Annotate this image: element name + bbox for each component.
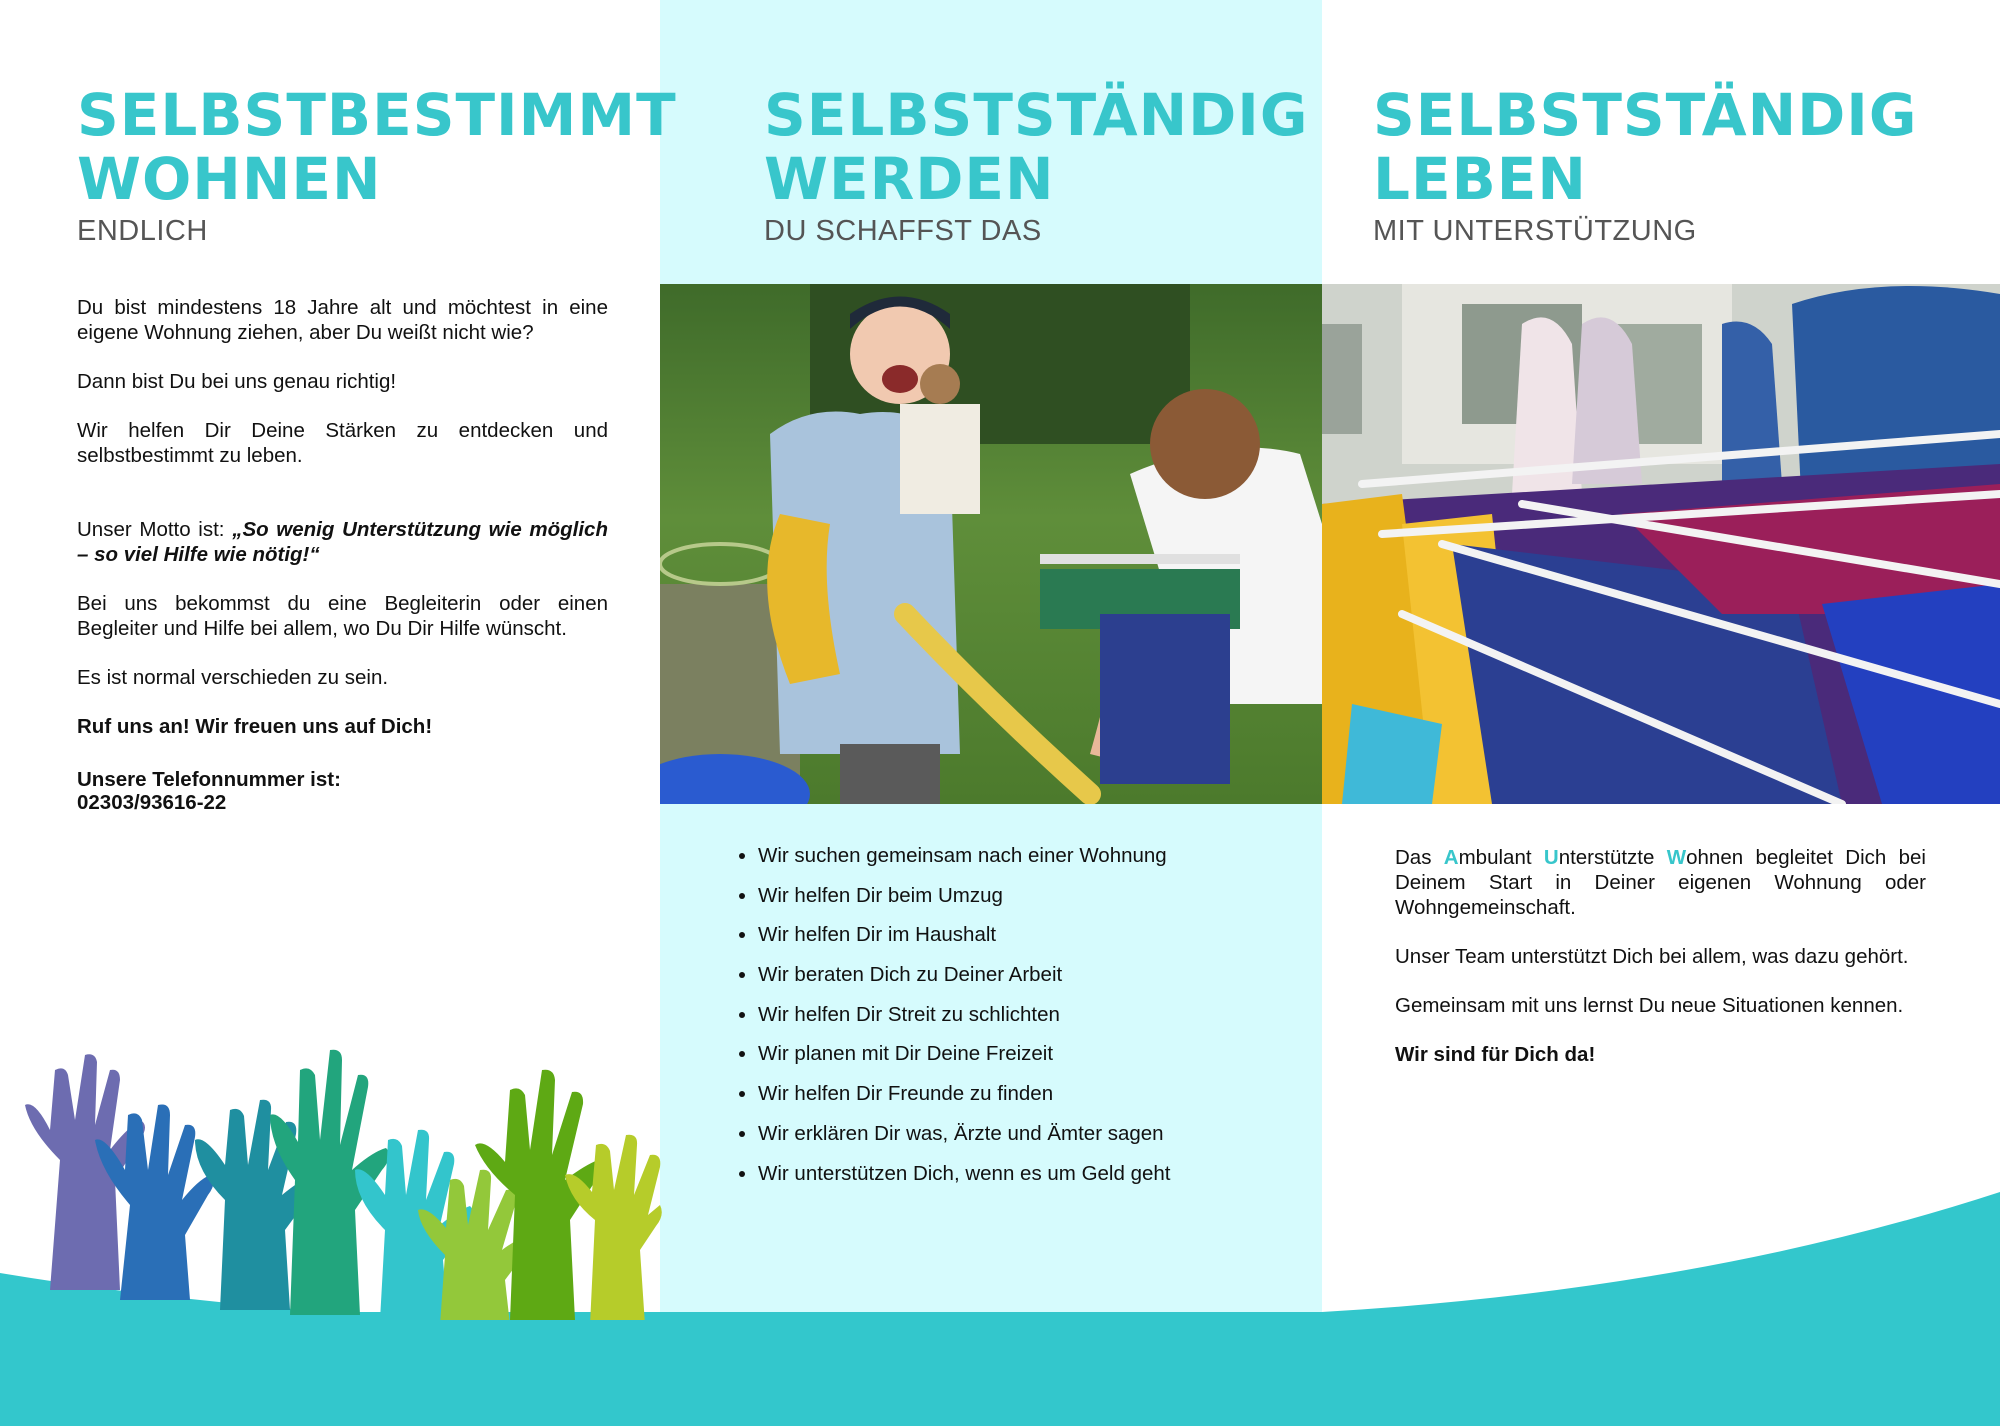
photo-people-drying-rack <box>660 284 1322 804</box>
phone-block <box>77 768 608 814</box>
middle-title <box>764 83 1309 211</box>
left-title-line2: WOHNEN <box>77 145 382 213</box>
list-item: • Wir helfen Dir beim Umzug <box>758 882 1318 922</box>
auw-text-4: ohnen begleitet Dich bei Deinem Start in Deiner eigenen Wohnung oder Wohngemeinschaft. <box>1395 846 1926 919</box>
list-item: • Wir helfen Dir Streit zu schlichten <box>758 1001 1318 1041</box>
left-paragraph-6: Es ist normal verschieden zu sein. <box>77 666 389 689</box>
right-body <box>1395 845 1926 1091</box>
middle-photo <box>660 284 1322 804</box>
right-paragraph-2: Unser Team unterstützt Dich bei allem, was dazu gehört. <box>1395 945 1909 968</box>
call-us-text: Ruf uns an! Wir freuen uns auf Dich! <box>77 715 433 738</box>
phone-number[interactable]: 02303/93616-22 <box>77 791 227 814</box>
list-item: • Wir planen mit Dir Deine Freizeit <box>758 1040 1318 1080</box>
right-title <box>1373 83 1918 211</box>
auw-letter-w: W <box>1666 846 1687 869</box>
list-item: • Wir helfen Dir Freunde zu finden <box>758 1080 1318 1120</box>
left-paragraph-3: Wir helfen Dir Deine Stärken zu entdecken und selbstbestimmt zu leben. <box>77 419 608 467</box>
left-paragraph-2: Dann bist Du bei uns genau richtig! <box>77 370 397 393</box>
auw-text-2: mbulant <box>1458 846 1544 869</box>
right-title-line2: LEBEN <box>1373 145 1587 213</box>
auw-letter-a: A <box>1443 846 1459 869</box>
auw-letter-u: U <box>1543 846 1559 869</box>
right-subtitle: MIT UNTERSTÜTZUNG <box>1373 215 1697 247</box>
auw-text-1: Das <box>1395 846 1444 869</box>
left-paragraph-1: Du bist mindestens 18 Jahre alt und möchtest in eine eigene Wohnung ziehen, aber Du weißt nicht wie? <box>77 296 608 344</box>
left-title-line1: SELBSTBESTIMMT <box>77 81 677 149</box>
left-title <box>77 83 677 211</box>
list-item: • Wir suchen gemeinsam nach einer Wohnung <box>758 842 1318 882</box>
auw-text-3: nterstützte <box>1558 846 1667 869</box>
left-paragraph-5: Bei uns bekommst du eine Begleiterin oder einen Begleiter und Hilfe bei allem, wo Du Dir Hilfe wünscht. <box>77 592 608 640</box>
middle-subtitle: DU SCHAFFST DAS <box>764 215 1042 247</box>
support-list <box>728 842 1318 1199</box>
hand-yellow-green <box>565 1135 662 1320</box>
right-paragraph-1 <box>1395 845 1926 920</box>
left-subtitle: ENDLICH <box>77 215 208 247</box>
right-photo <box>1322 284 2000 804</box>
right-title-line1: SELBSTSTÄNDIG <box>1373 81 1918 149</box>
list-item: • Wir helfen Dir im Haushalt <box>758 921 1318 961</box>
right-paragraph-4: Wir sind für Dich da! <box>1395 1043 1596 1066</box>
middle-title-line1: SELBSTSTÄNDIG <box>764 81 1309 149</box>
middle-title-line2: WERDEN <box>764 145 1055 213</box>
list-item: • Wir erklären Dir was, Ärzte und Ämter sagen <box>758 1120 1318 1160</box>
left-motto <box>77 517 608 567</box>
left-body <box>77 295 608 838</box>
right-paragraph-3: Gemeinsam mit uns lernst Du neue Situationen kennen. <box>1395 994 1904 1017</box>
motto-quote: „So wenig Unterstützung wie möglich – so viel Hilfe wie nötig!“ <box>77 518 608 566</box>
list-item: • Wir unterstützen Dich, wenn es um Geld geht <box>758 1160 1318 1200</box>
phone-label: Unsere Telefonnummer ist: <box>77 768 341 791</box>
list-item: • Wir beraten Dich zu Deiner Arbeit <box>758 961 1318 1001</box>
raised-hands-illustration <box>0 1030 665 1320</box>
photo-drying-rack-tie-dye <box>1322 284 2000 804</box>
motto-prefix: Unser Motto ist: <box>77 518 233 541</box>
